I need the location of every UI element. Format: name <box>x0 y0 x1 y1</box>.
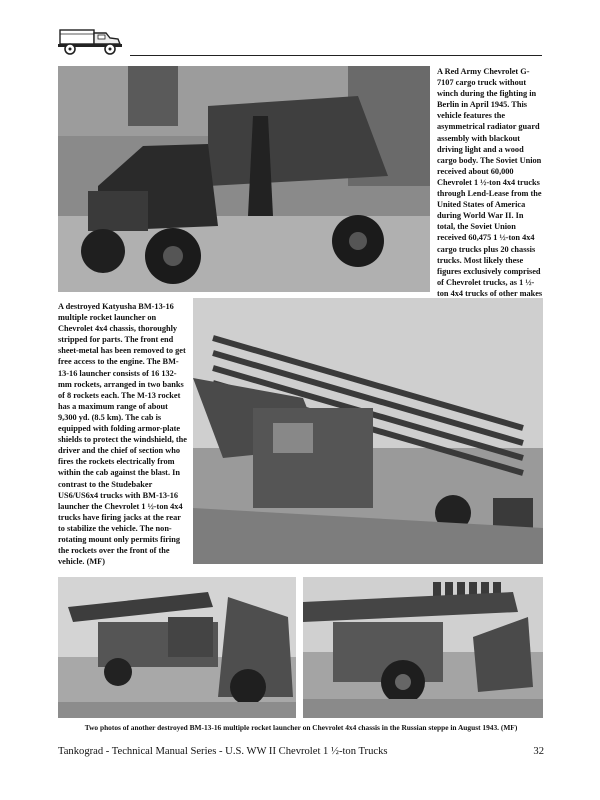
photo-steppe-right <box>303 577 543 718</box>
caption-cargo-truck: A Red Army Chevrolet G-7107 cargo truck without winch during the fighting in Berlin in April 1945. This vehicle features the asymmetrical radiator guard assembly with blackout driving light and a wood cargo body. The Soviet Union received about 60,000 Chevrolet 1 ½-ton 4x4 trucks through Lend-Lease from the United States of America during World War II. In total, the Soviet Union received 60,475 1 ½-ton 4x4 cargo trucks plus 20 chassis trucks. Most likely these figures exclusively comprised of Chevrolet trucks, as 1 ½-ton 4x4 trucks of other makes <box>437 67 543 298</box>
footer-series-title: Tankograd - Technical Manual Series - U.S. WW II Chevrolet 1 ½-ton Trucks <box>58 746 388 757</box>
caption-katyusha: A destroyed Katyusha BM-13-16 multiple rocket launcher on Chevrolet 4x4 chassis, thoroughly stripped for parts. The front end sheet-metal has been removed to get free access to the engine. The BM-13-16 launcher consists of 16 132-mm rockets, arranged in two banks of 8 rockets each. The M-13 rocket has a maximum range of about 9,300 yd. (8.5 km). The cab is equipped with folding armor-plate shields to protect the windshield, the driver and the chief of section who fires the rockets electrically from within the cab against the blast. In contrast to the Studebaker US6/US6x4 trucks with BM-13-16 launcher the Chevrolet 1 ½-ton 4x4 trucks have firing jacks at the rear to stabilize the vehicle. The non-rotating mount only permits firing the rockets over the front of the vehicle. (MF) <box>58 302 187 567</box>
photo-destroyed-katyusha <box>193 298 543 564</box>
page-number: 32 <box>533 746 544 757</box>
truck-icon <box>56 22 126 56</box>
header-rule <box>130 55 542 56</box>
caption-steppe: Two photos of another destroyed BM-13-16 multiple rocket launcher on Chevrolet 4x4 chassis in the Russian steppe in August 1943. (MF) <box>84 723 518 732</box>
photo-steppe-left <box>58 577 296 718</box>
photo-cargo-truck-berlin <box>58 66 430 292</box>
